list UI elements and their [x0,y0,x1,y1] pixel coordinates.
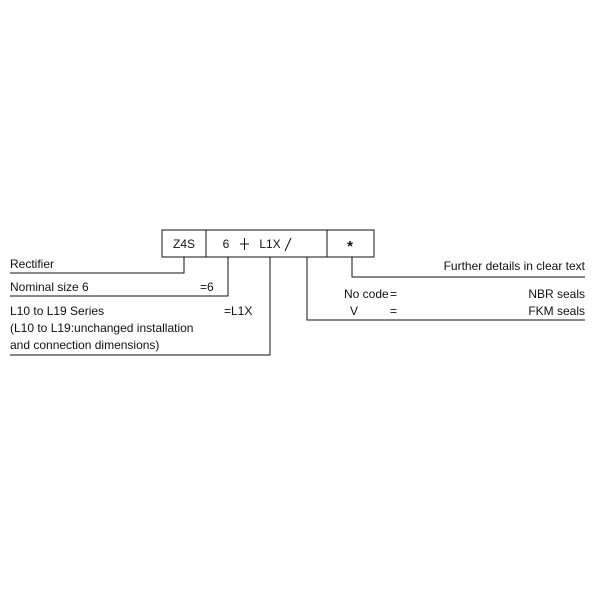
label-rectifier: Rectifier [10,257,55,271]
label-nominal-size: Nominal size 6 [10,280,89,294]
seal-option-desc: NBR seals [528,287,585,301]
right-labels [344,259,586,318]
seal-option-eq: = [390,304,398,318]
seal-option-code: No code [344,287,389,301]
code-box-details: * [347,238,353,255]
label-further-details: Further details in clear text [443,259,585,273]
ordering-code-boxes [162,230,374,257]
seal-option-eq: = [390,287,398,301]
seal-option-desc: FKM seals [528,304,585,318]
code-box-size: 6 [222,237,230,251]
label-series: L10 to L19 Series [10,304,105,318]
code-box-z4s: Z4S [172,237,196,251]
code-box-series: L1X [259,237,281,251]
left-labels [10,257,252,352]
label-series-note-1: (L10 to L19:unchanged installation [10,321,194,335]
label-nominal-size-code: =6 [200,280,214,294]
label-series-note-2: and connection dimensions) [10,338,160,352]
label-series-code: =L1X [224,304,253,318]
separator-slash [285,238,291,251]
seal-option-code: V [350,304,359,318]
